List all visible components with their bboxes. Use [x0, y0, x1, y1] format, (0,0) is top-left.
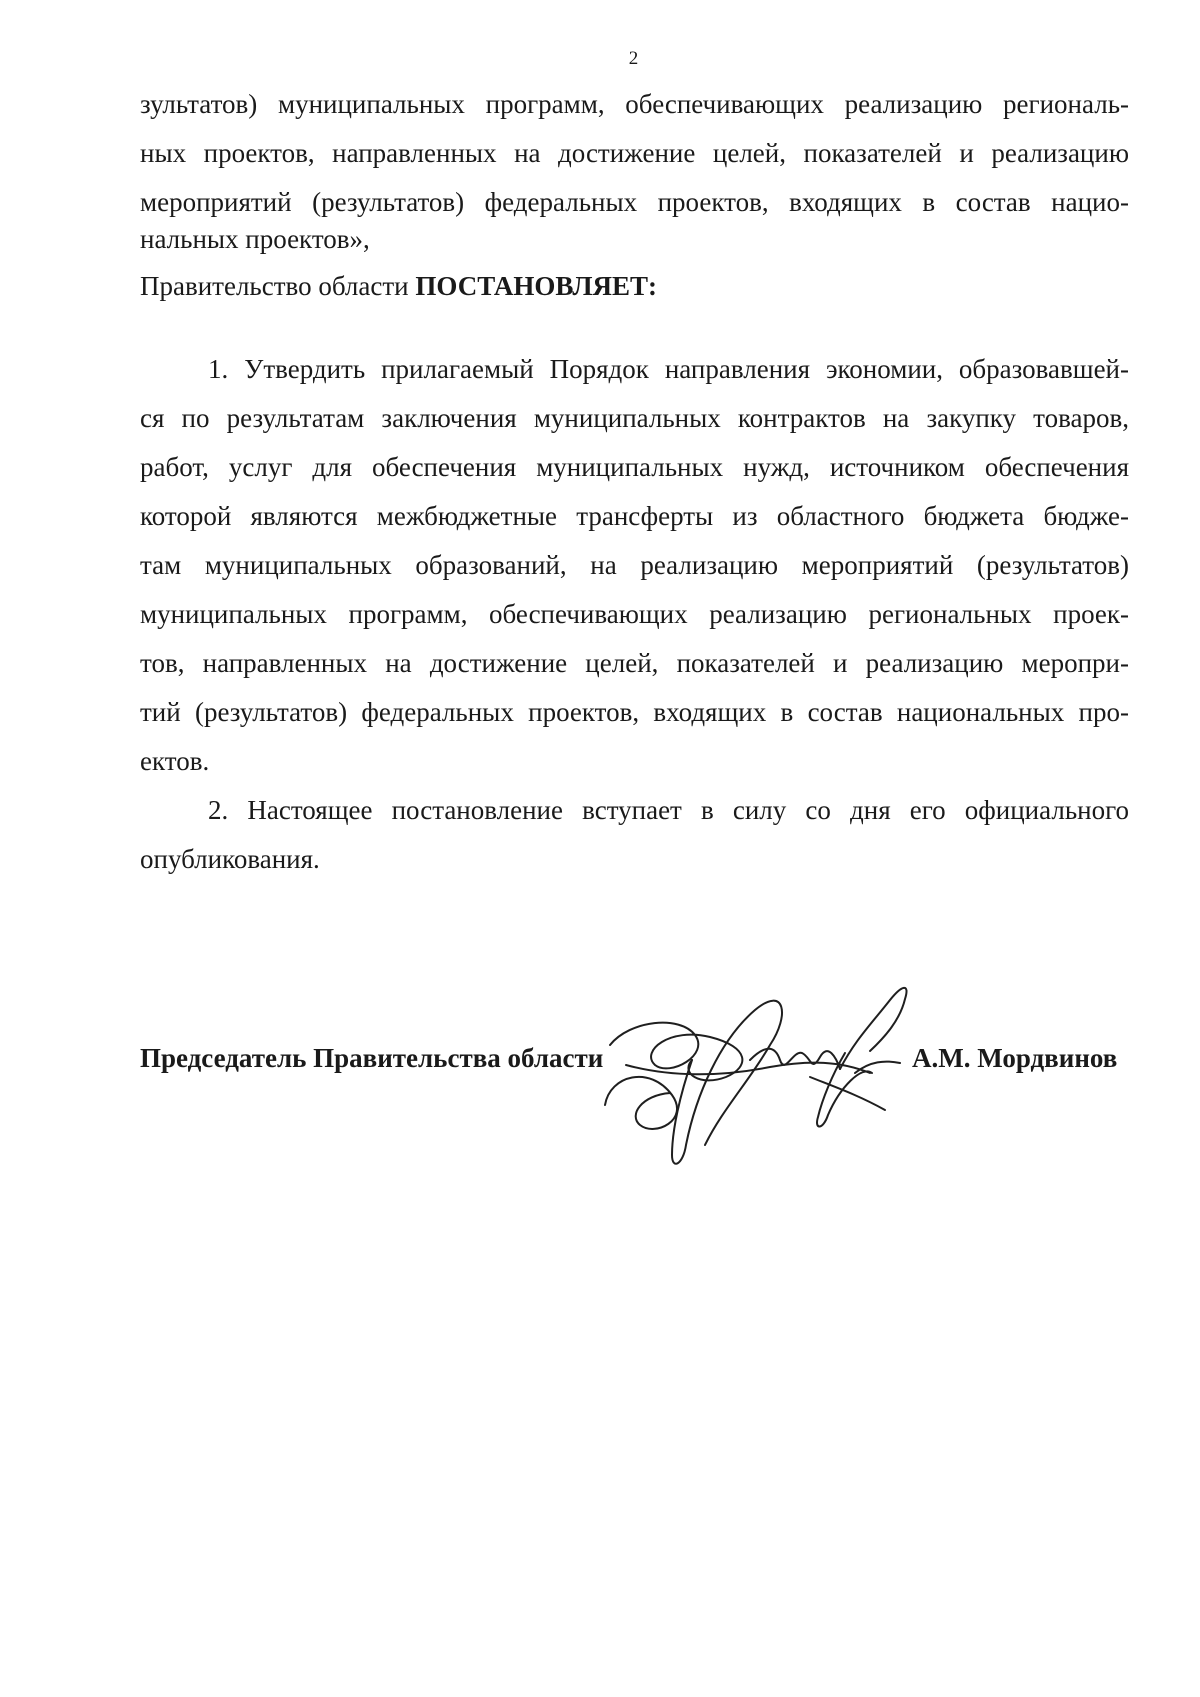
continuation-line-3: мероприятий (результатов) федеральных проектов, входящих в состав нацио- — [140, 187, 1129, 217]
resolve-line — [140, 262, 657, 311]
item1-line-9: ектов. — [140, 746, 210, 776]
page-number: 2 — [628, 48, 639, 69]
item1-line-3: работ, услуг для обеспечения муниципальных нужд, источником обеспечения — [140, 452, 1129, 482]
continuation-line-1: зультатов) муниципальных программ, обеспечивающих реализацию региональ- — [140, 89, 1129, 119]
signature-name: А.М. Мордвинов — [912, 1043, 1118, 1073]
continuation-line-2: ных проектов, направленных на достижение целей, показателей и реализацию — [140, 138, 1129, 168]
item1-line-6: муниципальных программ, обеспечивающих реализацию региональных проек- — [140, 599, 1129, 629]
item1-line-7: тов, направленных на достижение целей, показателей и реализацию меропри- — [140, 648, 1129, 678]
item1-line-5: там муниципальных образований, на реализацию мероприятий (результатов) — [140, 550, 1129, 580]
item1-line-1: 1. Утвердить прилагаемый Порядок направления экономии, образовавшей- — [208, 354, 1129, 384]
item1-line-2: ся по результатам заключения муниципальных контрактов на закупку товаров, — [140, 403, 1129, 433]
item1-line-4: которой являются межбюджетные трансферты из областного бюджета бюдже- — [140, 501, 1129, 531]
resolve-word: ПОСТАНОВЛЯЕТ: — [415, 271, 657, 301]
resolve-prefix: Правительство области — [140, 271, 409, 301]
continuation-line-4: нальных проектов», — [140, 224, 370, 254]
item2-line-1: 2. Настоящее постановление вступает в силу со дня его официального — [208, 795, 1129, 825]
item1-line-8: тий (результатов) федеральных проектов, входящих в состав национальных про- — [140, 697, 1129, 727]
signature-title: Председатель Правительства области — [140, 1043, 604, 1073]
item2-line-2: опубликования. — [140, 844, 320, 874]
